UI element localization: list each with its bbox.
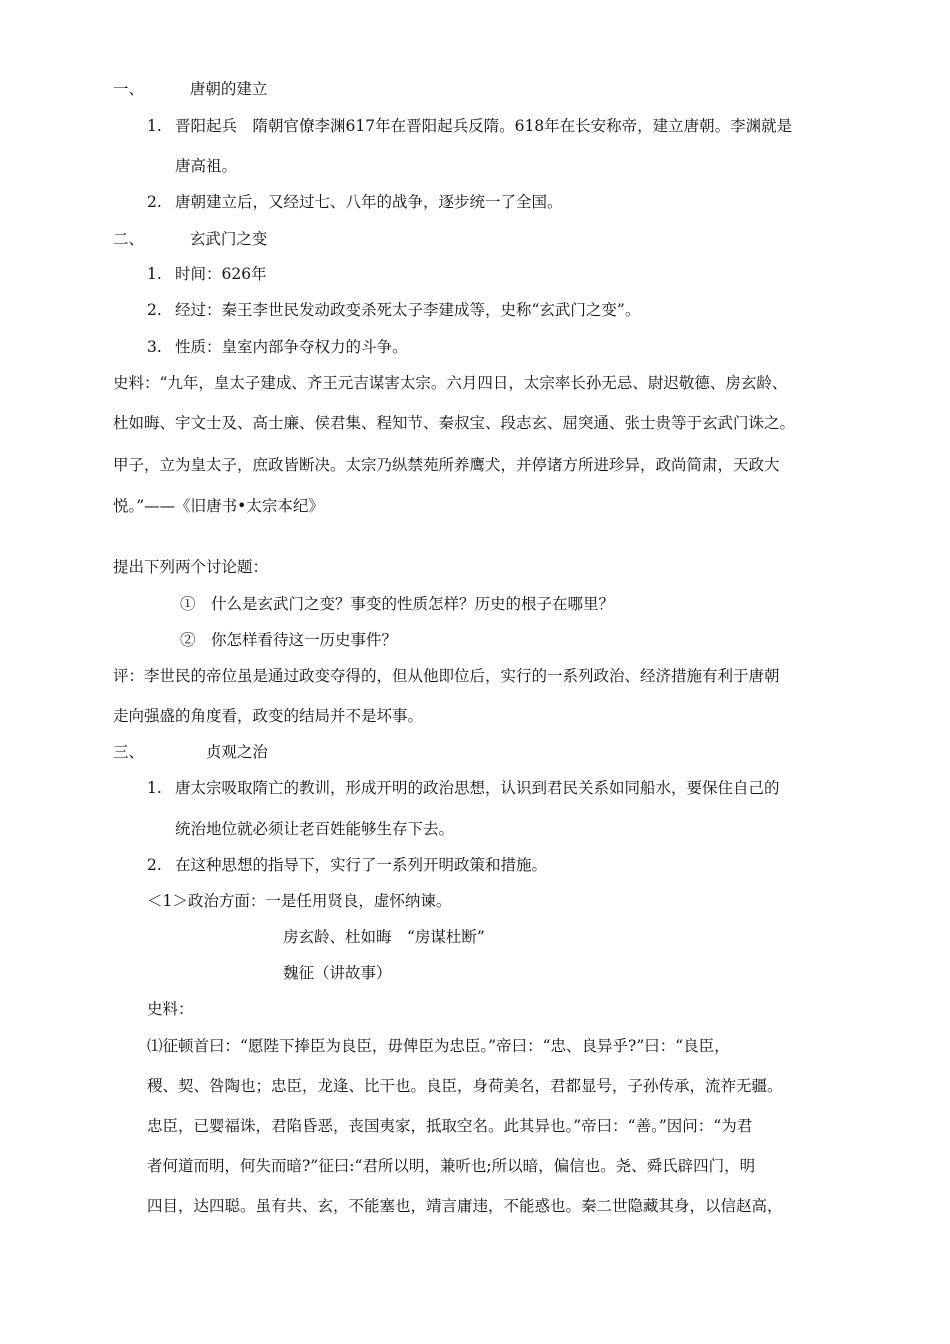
- section3-heading: [113, 742, 268, 762]
- section2-item3: [147, 337, 408, 357]
- source-quote-line: 甲子，立为皇太子，庶政皆断决。太宗乃纵禁苑所养鹰犬，并停诸方所进珍异，政尚简肃，天政大: [113, 456, 780, 474]
- section1-item2-number: 2.: [147, 193, 162, 211]
- section2-title: 玄武门之变: [189, 230, 268, 248]
- section2-heading: [113, 229, 267, 249]
- section2-item2: [147, 300, 640, 320]
- section2-item3-number: 3.: [147, 338, 162, 356]
- section2-marker: 二、: [113, 230, 145, 248]
- section1-item2: [147, 192, 563, 212]
- source-quote-line: 稷、契、咎陶也；忠臣，龙逢、比干也。良臣，身荷美名，君都显号，子孙传承，流祚无疆。: [147, 1077, 783, 1095]
- source-quote-line: ⑴征顿首曰：“愿陛下捧臣为良臣，毋俾臣为忠臣。”帝曰：“忠、良异乎?”曰：“良臣，: [147, 1037, 730, 1055]
- section3-item2-text: 在这种思想的指导下，实行了一系列开明政策和措施。: [175, 856, 548, 874]
- discussion-intro: 提出下列两个讨论题：: [113, 558, 269, 576]
- source-quote-line: 史料：“九年，皇太子建成、齐王元吉谋害太宗。六月四日，太宗率长孙无忌、尉迟敬德、房玄龄、: [113, 374, 788, 392]
- discussion-question-1: ① 什么是玄武门之变？事变的性质怎样？历史的根子在哪里？: [180, 595, 615, 613]
- comment-line: 走向强盛的角度看，政变的结局并不是坏事。: [113, 707, 424, 725]
- section1-item1-number: 1.: [147, 117, 162, 135]
- section1-marker: 一、: [113, 80, 145, 98]
- section2-item1-text: 时间：626年: [175, 265, 267, 283]
- section1-item1-continued: 唐高祖。: [175, 157, 238, 175]
- section3-title: 贞观之治: [205, 743, 268, 761]
- section3-item1-number: 1.: [147, 779, 162, 797]
- section1-item1: [147, 116, 792, 136]
- source-label: 史料：: [147, 1000, 194, 1018]
- section3-item2: [147, 855, 547, 875]
- section3-item1-continued: 统治地位就必须让老百姓能够生存下去。: [175, 820, 455, 838]
- section1-heading: [113, 79, 267, 99]
- section3-marker: 三、: [113, 743, 145, 761]
- section2-item2-text: 经过：秦王李世民发动政变杀死太子李建成等，史称“玄武门之变”。: [175, 301, 641, 319]
- source-quote-line: 悦。”——《旧唐书•太宗本纪》: [113, 497, 324, 515]
- source-quote-line: 忠臣，已婴福诛，君陷昏恶，丧国夷家，抵取空名。此其异也。”帝曰：“善。”因问：“为君: [147, 1117, 753, 1135]
- section2-item2-number: 2.: [147, 301, 162, 319]
- section2-item1: [147, 264, 267, 284]
- comment-line: 评：李世民的帝位虽是通过政变夺得的，但从他即位后，实行的一系列政治、经济措施有利于唐朝: [113, 667, 780, 685]
- section3-item1: [147, 778, 780, 798]
- section3-item2-number: 2.: [147, 856, 162, 874]
- example-line: 房玄龄、杜如晦 “房谋杜断”: [283, 928, 485, 946]
- section1-item1-text: 晋阳起兵 隋朝官僚李渊617年在晋阳起兵反隋。618年在长安称帝，建立唐朝。李渊就是: [175, 117, 793, 135]
- section3-item1-text: 唐太宗吸取隋亡的教训，形成开明的政治思想，认识到君民关系如同船水，要保住自己的: [175, 779, 780, 797]
- source-quote-line: 者何道而明，何失而暗?”征曰:“君所以明，兼听也;所以暗，偏信也。尧、舜氏辟四门，明: [147, 1157, 756, 1175]
- discussion-question-2: ② 你怎样看待这一历史事件？: [180, 631, 398, 649]
- section1-title: 唐朝的建立: [189, 80, 268, 98]
- section2-item3-text: 性质：皇室内部争夺权力的斗争。: [175, 338, 408, 356]
- source-quote-line: 四目，达四聪。虽有共、玄，不能塞也，靖言庸违，不能惑也。秦二世隐藏其身，以信赵高，: [147, 1197, 783, 1215]
- example-line: 魏征（讲故事）: [283, 964, 392, 982]
- politics-subheading: ＜1＞政治方面：一是任用贤良，虚怀纳谏。: [147, 892, 452, 910]
- source-quote-line: 杜如晦、宇文士及、高士廉、侯君集、程知节、秦叔宝、段志玄、屈突通、张士贵等于玄武门诛之。: [113, 414, 796, 432]
- section2-item1-number: 1.: [147, 265, 162, 283]
- section1-item2-text: 唐朝建立后，又经过七、八年的战争，逐步统一了全国。: [175, 193, 563, 211]
